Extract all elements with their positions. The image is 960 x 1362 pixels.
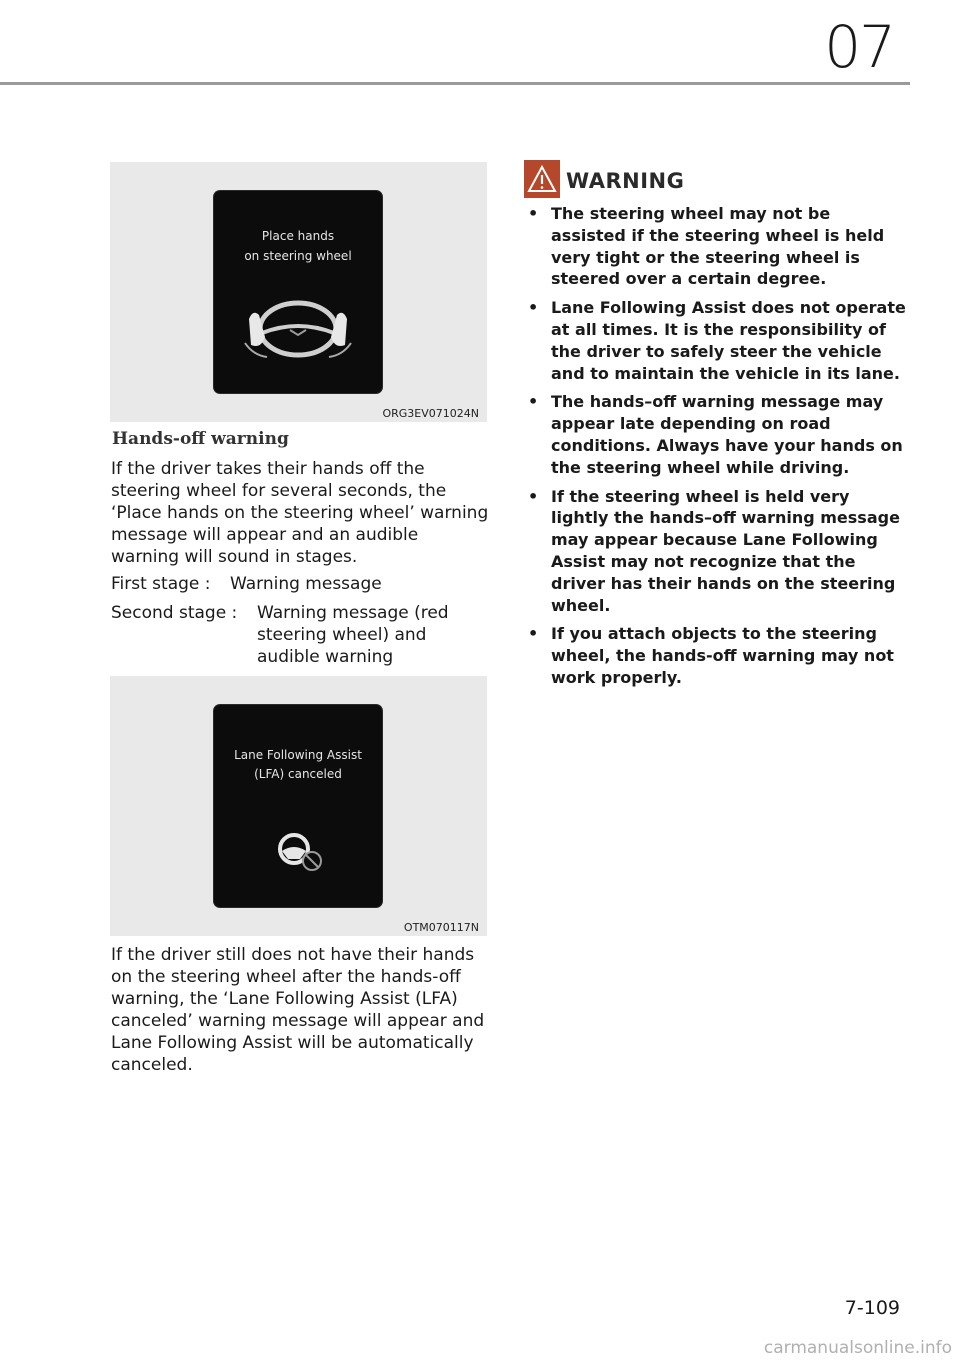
figure-hands-off-display	[110, 162, 487, 422]
chapter-number: 07	[824, 13, 894, 81]
section-heading: Hands-off warning	[112, 429, 289, 449]
stage-two-text-line2: steering wheel) and	[257, 625, 427, 645]
stage-two-text-line1: Warning message (red	[257, 603, 449, 623]
warning-list	[526, 203, 906, 696]
warning-item-text: Lane Following Assist does not operate at all times. It is the responsibility of the driver to safely steer the vehicle and to maintain the vehicle in its lane.	[551, 298, 906, 383]
bullet-icon: •	[528, 298, 539, 318]
figure-code: ORG3EV071024N	[382, 407, 479, 420]
figure-lfa-canceled-display	[110, 676, 487, 936]
bullet-icon: •	[528, 486, 539, 506]
warning-item	[526, 297, 906, 384]
bullet-icon: •	[528, 392, 539, 412]
screen-message-line1: Lane Following Assist	[234, 748, 362, 762]
screen-message-line1: Place hands	[261, 229, 335, 243]
warning-item	[526, 623, 906, 688]
cluster-screen	[214, 191, 382, 393]
warning-badge	[524, 160, 560, 198]
screen-message-line2: on steering wheel	[244, 249, 352, 263]
header-divider	[0, 82, 910, 85]
stage-one-text: Warning message	[230, 574, 382, 594]
warning-triangle-icon	[524, 160, 560, 198]
warning-item	[526, 203, 906, 290]
intro-paragraph: If the driver takes their hands off the steering wheel for several seconds, the ‘Place hands on the steering wheel’ warning message will appear and an audible warning will sound in stages.	[111, 459, 489, 567]
lfa-canceled-icon	[270, 827, 340, 877]
warning-title: WARNING	[566, 169, 685, 193]
warning-item-text: If the steering wheel is held very lightly the hands–off warning message may appear because Lane Following Assist may not recognize that the driver has their hands on the steering wheel.	[551, 486, 900, 615]
warning-item-text: The hands–off warning message may appear late depending on road conditions. Always have your hands on the steering wheel while driving.	[551, 392, 903, 477]
bullet-icon: •	[528, 204, 539, 223]
warning-item-text: If you attach objects to the steering wheel, the hands-off warning may not work properly.	[551, 624, 894, 687]
warning-item-text: The steering wheel may not be assisted if the steering wheel is held very tight or the steering wheel is steered over a certain degree.	[551, 204, 885, 289]
hands-on-wheel-icon	[243, 293, 353, 363]
page-number: 7-109	[844, 1297, 900, 1319]
bullet-icon: •	[528, 624, 539, 644]
cluster-screen	[214, 705, 382, 907]
figure-code: OTM070117N	[403, 921, 479, 934]
followup-paragraph: If the driver still does not have their hands on the steering wheel after the hands-off warning, the ‘Lane Following Assist (LFA) canceled’ warning message will appear and Lane Following Assist will be automatically canceled.	[111, 945, 485, 1075]
warning-item	[526, 391, 906, 478]
stage-two-text-line3: audible warning	[257, 647, 394, 667]
screen-message-line2: (LFA) canceled	[254, 767, 342, 781]
watermark: carmanualsonline.info	[763, 1338, 952, 1358]
stage-one-label: First stage :	[111, 574, 211, 594]
warning-item	[526, 486, 906, 617]
stage-two-label: Second stage :	[111, 603, 238, 623]
